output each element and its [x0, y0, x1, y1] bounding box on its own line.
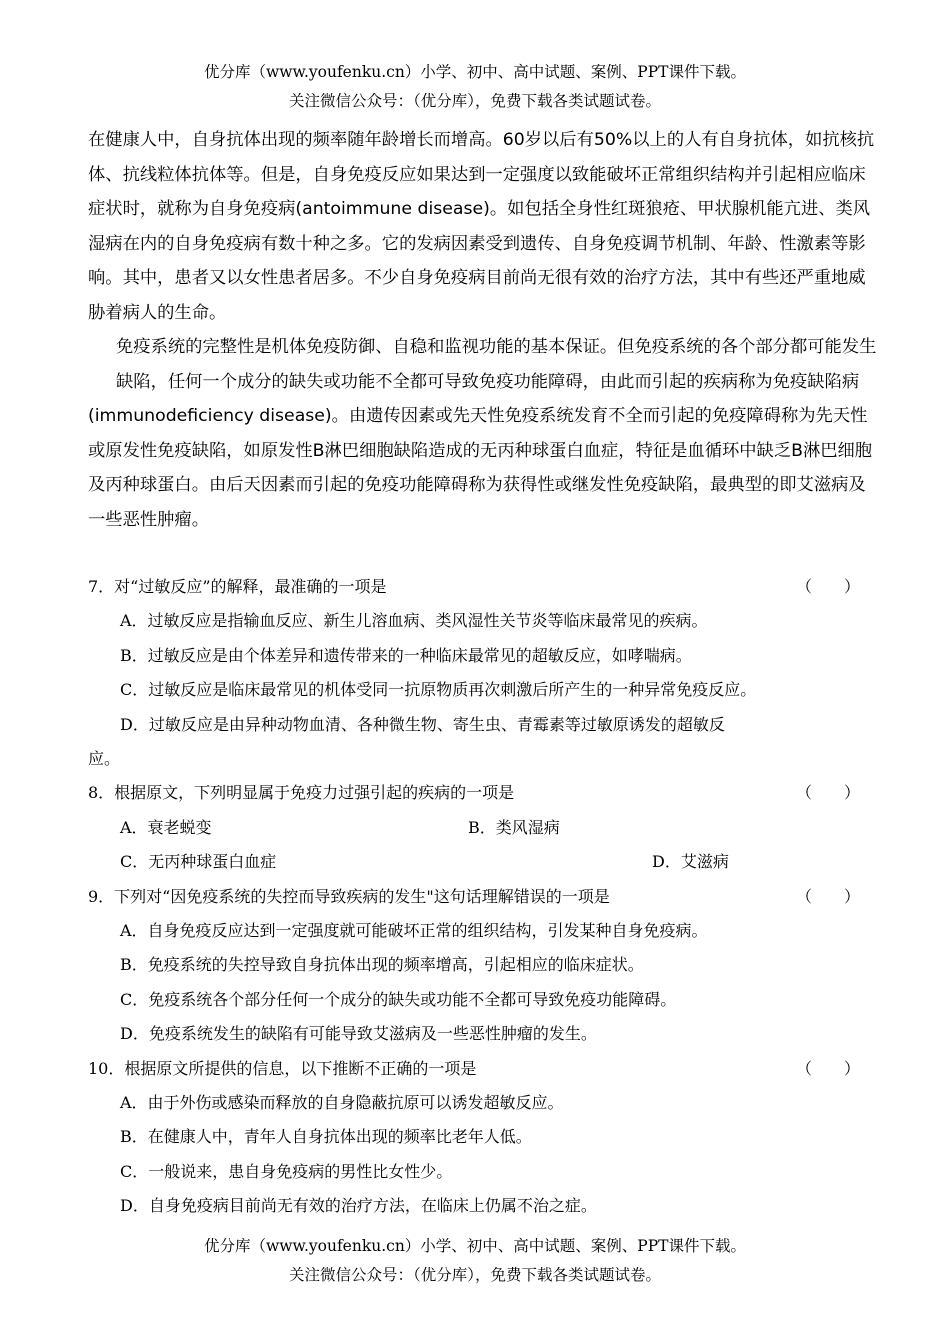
question-8-option-c: C．无丙种球蛋白血症 — [120, 852, 277, 872]
page-header — [0, 58, 950, 116]
question-8-option-a: A．衰老蜕变 — [120, 817, 212, 837]
question-10-stem: 10．根据原文所提供的信息，以下推断不正确的一项是 （ ） — [88, 1052, 878, 1086]
question-7-option-c: C．过敏反应是临床最常见的机体受同一抗原物质再次刺激后所产生的一种异常免疫反应。 — [120, 680, 757, 700]
question-7-stem: 7．对“过敏反应”的解释，最准确的一项是 （ ） — [88, 570, 878, 604]
question-8-options-row-2 — [88, 845, 878, 879]
question-7-option-b: B．过敏反应是由个体差异和遗传带来的一种临床最常见的超敏反应，如哮喘病。 — [120, 645, 692, 665]
questions-section — [88, 570, 878, 1224]
question-10-option-c: C．一般说来，患自身免疫病的男性比女性少。 — [120, 1161, 453, 1181]
question-10-option-a: A．由于外伤或感染而释放的自身隐蔽抗原可以诱发超敏反应。 — [120, 1093, 564, 1113]
question-9-option-b: B．免疫系统的失控导致自身抗体出现的频率增高，引起相应的临床症状。 — [120, 955, 644, 975]
passage-paragraph-2-part-a: 免疫系统的完整性是机体免疫防御、自稳和监视功能的基本保证。但免疫系统的各个部分都可能发生缺陷，任何一个成分的缺失或功能不全都可导致免疫功能障碍，由此而引起的疾病称为免疫缺陷病 — [116, 337, 877, 392]
question-9-option-c: C．免疫系统各个部分任何一个成分的缺失或功能不全都可导致免疫功能障碍。 — [120, 989, 677, 1009]
answer-blank: （ ） — [796, 577, 861, 596]
question-9-stem: 9．下列对“因免疫系统的失控而导致疾病的发生"这句话理解错误的一项是 （ ） — [88, 880, 878, 914]
passage-paragraph-2 — [88, 330, 878, 537]
footer-line-2: 关注微信公众号：（优分库），免费下载各类试题试卷。 — [288, 1266, 661, 1284]
header-line-2: 关注微信公众号：（优分库），免费下载各类试题试卷。 — [288, 92, 661, 110]
header-line-1: 优分库（www.youfenku.cn）小学、初中、高中试题、案例、PPT课件下载。 — [203, 63, 747, 81]
answer-blank: （ ） — [796, 1058, 861, 1078]
footer-line-1: 优分库（www.youfenku.cn）小学、初中、高中试题、案例、PPT课件下载。 — [203, 1237, 747, 1255]
question-8-option-d: D．艾滋病 — [652, 852, 729, 872]
passage-paragraph-2-part-b: (immunodeficiency disease)。由遗传因素或先天性免疫系统发育不全而引起的免疫障碍称为先天性或原发性免疫缺陷，如原发性B淋巴细胞缺陷造成的无丙种球蛋白血症，特征是血循环中缺乏B淋巴细胞及丙种球蛋白。由后天因素而引起的免疫功能障碍称为获得性或继发性免疫缺陷，最典型的即艾滋病及一些恶性肿瘤。 — [88, 406, 873, 530]
question-8-stem: 8．根据原文，下列明显属于免疫力过强引起的疾病的一项是 （ ） — [88, 776, 878, 810]
question-7-option-d: D．过敏反应是由异种动物血清、各种微生物、寄生虫、青霉素等过敏原诱发的超敏反 应。 — [88, 714, 725, 769]
answer-blank: （ ） — [796, 783, 861, 803]
question-10-option-b: B．在健康人中，青年人自身抗体出现的频率比老年人低。 — [120, 1127, 532, 1147]
question-7-option-a: A．过敏反应是指输血反应、新生儿溶血病、类风湿性关节炎等临床最常见的疾病。 — [120, 611, 708, 631]
question-10-option-d: D．自身免疫病目前尚无有效的治疗方法，在临床上仍属不治之症。 — [120, 1196, 597, 1216]
passage-paragraph-1: 在健康人中，自身抗体出现的频率随年龄增长而增高。60岁以后有50%以上的人有自身抗体，如抗核抗体、抗线粒体抗体等。但是，自身免疫反应如果达到一定强度以致能破坏正常组织结构并引起相应临床症状时，就称为自身免疫病(antoimmune disease)。如包括全身性红斑狼疮、甲状腺机能亢进、类风湿病在内的自身免疫病有数十种之多。它的发病因素受到遗传、自身免疫调节机制、年龄、性激素等影响。其中，患者又以女性患者居多。不少自身免疫病目前尚无很有效的治疗方法，其中有些还严重地威胁着病人的生命。 — [88, 130, 875, 323]
question-8-option-b: B．类风湿病 — [468, 817, 560, 837]
page-footer — [0, 1232, 950, 1290]
question-9-option-a: A．自身免疫反应达到一定强度就可能破坏正常的组织结构，引发某种自身免疫病。 — [120, 921, 708, 941]
answer-blank: （ ） — [796, 886, 861, 906]
question-8-options-row-1 — [88, 811, 878, 845]
question-9-option-d: D．免疫系统发生的缺陷有可能导致艾滋病及一些恶性肿瘤的发生。 — [120, 1024, 597, 1044]
